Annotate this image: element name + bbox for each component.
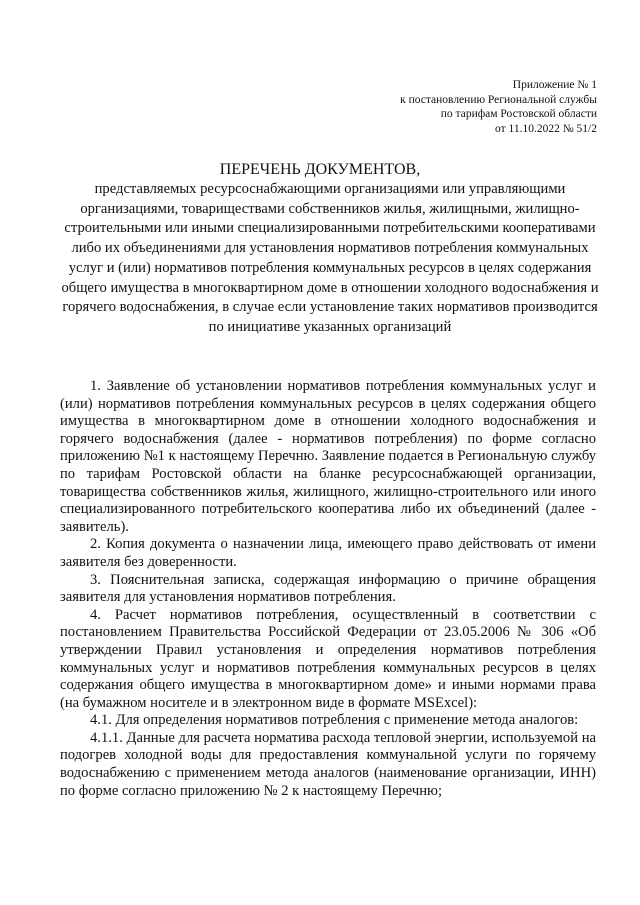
paragraph-4-1-1: 4.1.1. Данные для расчета норматива расхода тепловой энергии, используемой на подогрев холодной воды для предоставления коммунальной услуги по горячему водоснабжению с применением метода аналогов (наименование организации, ИНН) по форме согласно приложению № 2 к настоящему Перечню; xyxy=(60,729,596,799)
paragraph-4-1: 4.1. Для определения нормативов потребления с применение метода аналогов: xyxy=(90,712,579,729)
appendix-line-1: Приложение № 1 xyxy=(512,79,597,91)
appendix-line-3: по тарифам Ростовской области xyxy=(440,108,597,120)
paragraph-1: 1. Заявление об установлении нормативов потребления коммунальных услуг и (или) нормативов потребления коммунальных ресурсов в целях содержания общего имущества в многоквартирном доме в отношении холодного водоснабжения и горячего водоснабжения (далее - нормативов потребления) по форме согласно приложению №1 к настоящему Перечню. Заявление подается в Региональную службу по тарифам Ростовской области на бланке ресурсоснабжающей организации, товарищества собственников жилья, жилищного, жилищно-строительного или иного специализированного потребительского кооператива либо их объединений (далее - заявитель). xyxy=(60,378,596,535)
paragraph-4: 4. Расчет нормативов потребления, осуществленный в соответствии с постановлением Правительства Российской Федерации от 23.05.2006 № 306 «Об утверждении Правил установления и определения нормативов потребления коммунальных услуг и нормативов потребления коммунальных ресурсов в целях содержания общего имущества в многоквартирном доме» и иными нормами права (на бумажном носителе и в электронном виде в формате MSExcel): xyxy=(60,606,596,711)
document-body xyxy=(60,378,596,800)
paragraph-2: 2. Копия документа о назначении лица, имеющего право действовать от имени заявителя без доверенности. xyxy=(60,536,596,570)
paragraph-3: 3. Пояснительная записка, содержащая информацию о причине обращения заявителя для установления нормативов потребления. xyxy=(60,571,596,606)
appendix-line-2: к постановлению Региональной службы xyxy=(400,93,597,106)
appendix-reference xyxy=(400,78,597,136)
appendix-line-4: от 11.10.2022 № 51/2 xyxy=(495,122,597,135)
document-subtitle: представляемых ресурсоснабжающими организациями или управляющими организациями, товариществами собственников жилья, жилищными, жилищно-строительными или иными специализированными потребительскими кооперативами либо их объединениями для установления нормативов потребления коммунальных услуг и (или) нормативов потребления коммунальных ресурсов в целях содержания общего имущества в многоквартирном доме в отношении холодного водоснабжения и горячего водоснабжения, в случае если установление таких нормативов производится по инициативе указанных организаций xyxy=(61,181,599,335)
document-title: ПЕРЕЧЕНЬ ДОКУМЕНТОВ, xyxy=(219,161,421,178)
